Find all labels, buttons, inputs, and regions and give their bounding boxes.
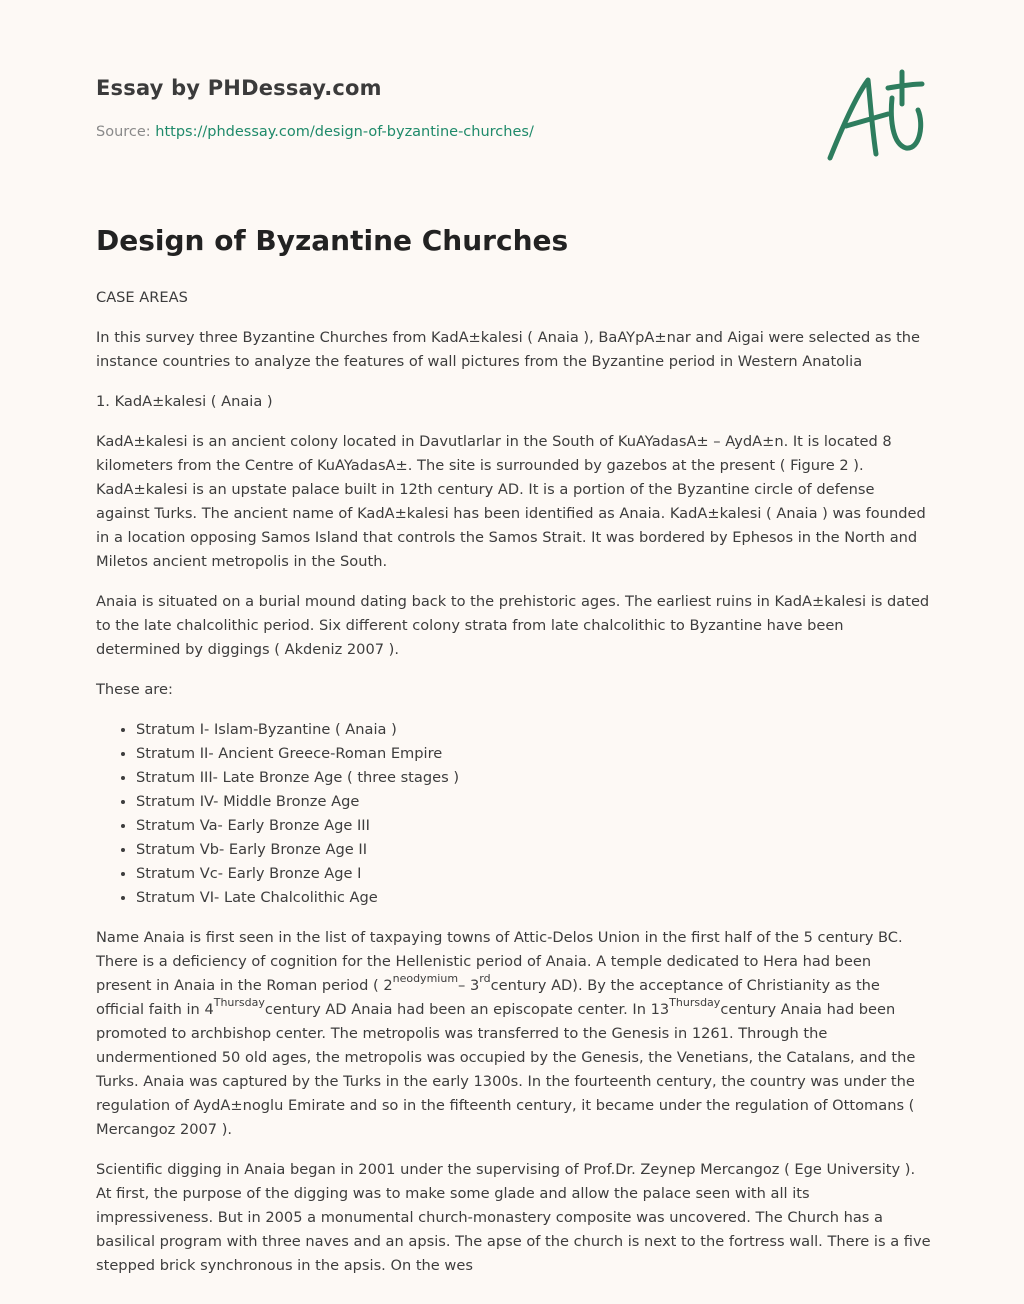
- text-run: – 3: [458, 977, 480, 994]
- paragraph: These are:: [96, 681, 173, 698]
- list-item: • Stratum Va- Early Bronze Age III: [136, 814, 931, 838]
- paragraph: [96, 926, 931, 1142]
- site-brand: Essay by PHDessay.com: [96, 76, 382, 100]
- section-heading: CASE AREAS: [96, 289, 188, 306]
- list-item: • Stratum IV- Middle Bronze Age: [136, 790, 931, 814]
- list-item: • Stratum Vb- Early Bronze Age II: [136, 838, 931, 862]
- subsection-heading: 1. KadA±kalesi ( Anaia ): [96, 393, 273, 410]
- essay-body: [96, 286, 931, 1294]
- source-label: Source:: [96, 124, 151, 140]
- paragraph: Anaia is situated on a burial mound dating back to the prehistoric ages. The earliest ruins in KadA±kalesi is dated to the late chalcolithic period. Six different colony strata from late chalcolithic to Byzantine have been determined by diggings ( Akdeniz 2007 ).: [96, 593, 930, 658]
- essay-title: Design of Byzantine Churches: [96, 224, 569, 257]
- source-link[interactable]: https://phdessay.com/design-of-byzantine-churches/: [155, 124, 534, 140]
- text-run: century Anaia had been promoted to archbishop center. The metropolis was transferred to the Genesis in 1261. Through the undermentioned 50 old ages, the metropolis was occupied by the Genesis, the Venetians, the Catalans, and the Turks. Anaia was captured by the Turks in the early 1300s. In the fourteenth century, the country was under the regulation of AydA±noglu Emirate and so in the fifteenth century, it became under the regulation of Ottomans ( Mercangoz 2007 ).: [96, 1001, 916, 1138]
- list-item: • Stratum II- Ancient Greece-Roman Empire: [136, 742, 931, 766]
- superscript: neodymium: [392, 972, 459, 985]
- strata-list: [96, 718, 931, 910]
- list-item: • Stratum III- Late Bronze Age ( three stages ): [136, 766, 931, 790]
- text-run: century AD Anaia had been an episcopate center. In 13: [264, 1001, 670, 1018]
- superscript: rd: [479, 972, 491, 985]
- paragraph: KadA±kalesi is an ancient colony located in Davutlarlar in the South of KuAYadasA± – AydA±n. It is located 8 kilometers from the Centre of KuAYadasA±. The site is surrounded by gazebos at the present ( Figure 2 ). KadA±kalesi is an upstate palace built in 12th century AD. It is a portion of the Byzantine circle of defense against Turks. The ancient name of KadA±kalesi has been identified as Anaia. KadA±kalesi ( Anaia ) was founded in a location opposing Samos Island that controls the Samos Strait. It was bordered by Ephesos in the North and Miletos ancient metropolis in the South.: [96, 433, 926, 570]
- list-item: • Stratum Vc- Early Bronze Age I: [136, 862, 931, 886]
- list-item: • Stratum VI- Late Chalcolithic Age: [136, 886, 931, 910]
- superscript: Thursday: [213, 996, 265, 1009]
- paragraph: Scientific digging in Anaia began in 2001 under the supervising of Prof.Dr. Zeynep Mercangoz ( Ege University ). At first, the purpose of the digging was to make some glade and allow the palace seen with all its impressiveness. But in 2005 a monumental church-monastery composite was uncovered. The Church has a basilical program with three naves and an apsis. The apse of the church is next to the fortress wall. There is a five stepped brick synchronous in the apsis. On the wes: [96, 1161, 931, 1274]
- text-run: century AD). By the acceptance of Christianity as the official faith in 4: [96, 977, 880, 1018]
- text-run: Name Anaia is first seen in the list of taxpaying towns of Attic-Delos Union in the first half of the 5 century BC. There is a deficiency of cognition for the Hellenistic period of Anaia. A temple dedicated to Hera had been present in Anaia in the Roman period ( 2: [96, 929, 903, 994]
- source-line: [96, 124, 534, 140]
- superscript: Thursday: [669, 996, 721, 1009]
- list-item: • Stratum I- Islam-Byzantine ( Anaia ): [136, 718, 931, 742]
- paragraph: In this survey three Byzantine Churches from KadA±kalesi ( Anaia ), BaAYpA±nar and Aigai were selected as the instance countries to analyze the features of wall pictures from the Byzantine period in Western Anatolia: [96, 329, 921, 370]
- a-plus-icon: [822, 68, 930, 164]
